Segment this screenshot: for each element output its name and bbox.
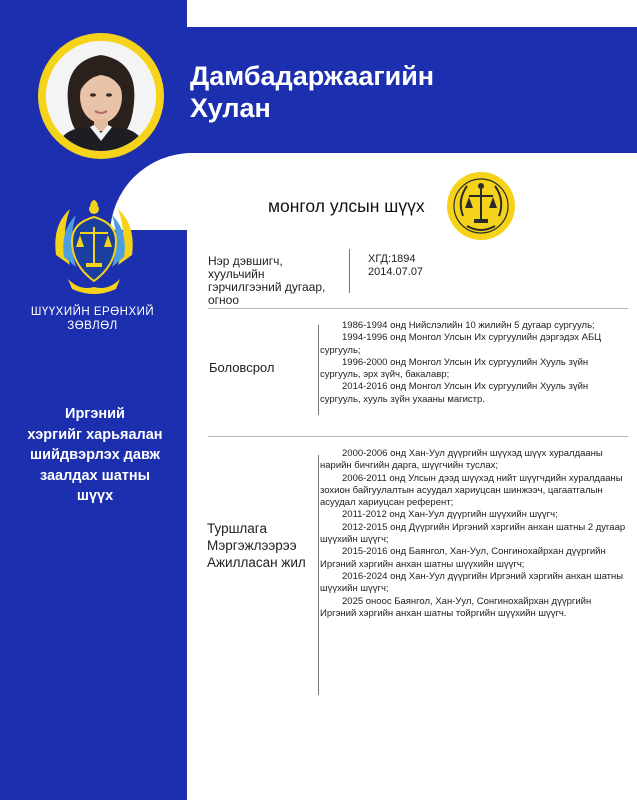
certificate-info (368, 253, 423, 279)
divider-vertical (318, 325, 319, 415)
education-item: 2014-2016 онд Монгол Улсын Их сургуулийн Хууль зүйн сургууль, хууль зүйн ухааны магистр. (320, 381, 589, 405)
experience-item: 2006-2011 онд Улсын дээд шүүхэд нийт шүүгчдийн хуралдааны зохион байгуулалтын асуудал хариуцсан шинжээч, цагаатгалын асуудал хариуцсан референт; (320, 472, 623, 509)
divider-vertical (349, 249, 350, 293)
court-type-title (15, 404, 175, 507)
nomination-label-line: огноо (208, 293, 240, 307)
court-type-line: шийдвэрлэх давж (30, 447, 160, 463)
court-type-line: хэргийг харьяалан (27, 426, 163, 443)
experience-label-line: Мэргэжлээрээ (207, 538, 297, 553)
person-name-line: Дамбадаржаагийн (190, 61, 435, 91)
certificate-date: 2014.07.07 (368, 266, 424, 278)
council-name (20, 305, 165, 333)
education-item: 1986-1994 онд Нийслэлийн 10 жилийн 5 дугаар сургууль; (342, 320, 595, 331)
experience-item: 2012-2015 онд Дүүргийн Иргэний хэргийн анхан шатны 2 дугаар шүүхийн шүүгч; (320, 521, 626, 546)
council-name-line: ЗӨВЛӨЛ (67, 320, 118, 332)
education-label: Боловсрол (209, 360, 275, 375)
experience-list (320, 448, 630, 620)
court-type-line: шүүх (76, 488, 114, 504)
profile-photo (46, 41, 156, 151)
experience-label (207, 520, 327, 571)
education-item: 1994-1996 онд Монгол Улсын Их сургуулийн дэргэдэх АБЦ сургууль; (320, 332, 602, 356)
experience-item: 2015-2016 онд Баянгол, Хан-Уул, Сонгинохайрхан дүүргийн Иргэний хэргийн анхан шатны шүүхийн шүүгч; (320, 546, 606, 570)
court-type-line: заалдах шатны (39, 467, 151, 484)
person-name-line: Хулан (190, 93, 271, 123)
education-list (320, 320, 630, 406)
certificate-number: ХГД:1894 (368, 253, 416, 265)
court-name: монгол улсын шүүх (268, 196, 425, 216)
nomination-label-line: Нэр дэвшигч, (208, 254, 283, 268)
profile-photo-frame (38, 33, 164, 159)
court-type-line: Иргэний (65, 406, 125, 422)
council-name-line: ШҮҮХИЙН ЕРӨНХИЙ (30, 306, 155, 318)
judicial-council-emblem-icon (50, 195, 138, 300)
experience-item: 2016-2024 онд Хан-Уул дүүргийн Иргэний хэргийн анхан шатны шүүхийн шүүгч; (320, 570, 624, 595)
court-seal-icon (445, 170, 517, 247)
nomination-label-line: гэрчилгээний дугаар, (208, 280, 326, 294)
nomination-label (208, 255, 338, 307)
experience-item: 2000-2006 онд Хан-Уул дүүргийн шүүхэд шүүх хуралдааны нарийн бичгийн дарга, шүүгчийн туслах; (320, 448, 603, 472)
experience-item: 2025 оноос Баянгол, Хан-Уул, Сонгинохайрхан дүүргийн Иргэний хэргийн анхан шатны тойргийн шүүхийн шүүгч. (320, 595, 592, 619)
divider-horizontal (208, 308, 628, 309)
education-item: 1996-2000 онд Монгол Улсын Их сургуулийн Хууль зүйн сургууль, эрх зүйч, бакалавр; (320, 356, 589, 381)
divider-horizontal (208, 436, 628, 437)
divider-vertical (318, 455, 319, 695)
nomination-label-line: хуульчийн (208, 267, 265, 281)
experience-label-line: Ажилласан жил (207, 555, 306, 570)
person-name (190, 60, 610, 124)
experience-label-line: Туршлага (207, 521, 267, 536)
experience-item: 2011-2012 онд Хан-Уул дүүргийн шүүхийн шүүгч; (342, 509, 558, 521)
